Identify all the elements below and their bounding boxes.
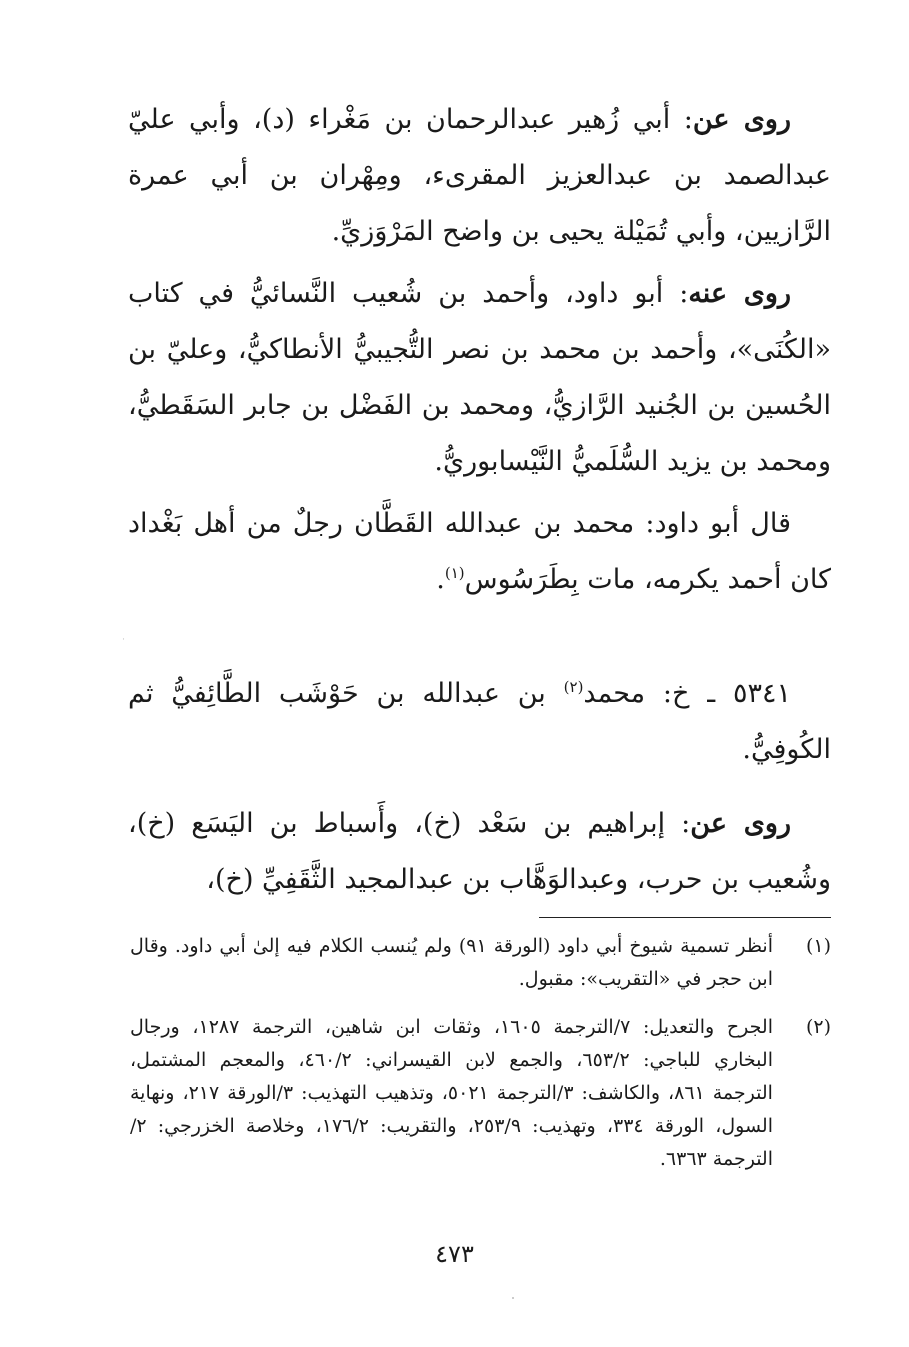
footnote-number: (٢) xyxy=(805,1016,831,1038)
paragraph-narrated-from-2 xyxy=(128,796,831,908)
paragraph-text: : أبو داود، وأحمد بن شُعيب النَّسائيُّ في كتاب «الكُنَى»، وأحمد بن محمد بن نصر التُّجيبيُّ الأنطاكيُّ، وعليّ بن الحُسين بن الجُنيد الرَّازيُّ، ومحمد بن الفَضْل بن جابر السَقَطيُّ، ومحمد بن يزيد السُّلَميُّ النَّيْسابوريُّ. xyxy=(128,278,831,477)
entry-heading-5341 xyxy=(128,666,831,778)
scan-dot xyxy=(512,1297,514,1299)
footnote-ref-1[interactable]: (١) xyxy=(444,564,465,582)
entry-number-text: ٥٣٤١ ـ خ: محمد xyxy=(583,678,791,709)
entry-name-text: بن عبدالله بن حَوْشَب الطَّائِفيُّ ثم الكُوفِيُّ. xyxy=(128,678,831,765)
main-text-block xyxy=(128,92,831,908)
paragraph-lead: روى عن xyxy=(692,104,792,135)
paragraph-abu-dawud-statement xyxy=(128,496,831,608)
paragraph-narrated-from xyxy=(128,92,831,260)
paragraph-text: : أبي زُهير عبدالرحمان بن مَغْراء (د)، وأبي عليّ عبدالصمد بن عبدالعزيز المقرىء، ومِهْران بن أبي عمرة الرَّازيين، وأبي تُمَيْلة يحيى بن واضح المَرْوَزيِّ. xyxy=(128,104,831,247)
footnote-number: (١) xyxy=(805,935,831,957)
paragraph-text: قال أبو داود: محمد بن عبدالله القَطَّان رجلٌ من أهل بَغْداد كان أحمد يكرمه، مات بِطَرَسُوس xyxy=(128,508,831,595)
footnote-2 xyxy=(130,1011,831,1176)
page-number: ٤٧٣ xyxy=(435,1240,474,1268)
paragraph-lead: روى عنه xyxy=(688,278,792,309)
paragraph-narrated-by xyxy=(128,266,831,490)
scan-mark: ˙ xyxy=(121,638,126,649)
footnote-text: الجرح والتعديل: ٧/الترجمة ١٦٠٥، وثقات ابن شاهين، الترجمة ١٢٨٧، ورجال البخاري للباجي: ٦٥٣/٢، والجمع لابن القيسراني: ٤٦٠/٢، والمعجم المشتمل، الترجمة ٨٦١، والكاشف: ٣/الترجمة ٥٠٢١، وتذهيب التهذيب: ٣/الورقة ٢١٧، ونهاية السول، الورقة ٣٣٤، وتهذيب: ٢٥٣/٩، والتقريب: ١٧٦/٢، وخلاصة الخزرجي: ٢/الترجمة ٦٣٦٣. xyxy=(130,1016,773,1170)
footnotes-section xyxy=(130,930,831,1191)
footnote-1 xyxy=(130,930,831,996)
footnote-text: أنظر تسمية شيوخ أبي داود (الورقة ٩١) ولم يُنسب الكلام فيه إلىٰ أبي داود. وقال ابن حجر في «التقريب»: مقبول. xyxy=(130,935,773,990)
footnote-separator xyxy=(539,917,831,918)
paragraph-lead: روى عن xyxy=(690,808,791,839)
paragraph-text: : إبراهيم بن سَعْد (خ)، وأَسباط بن اليَسَع (خ)، وشُعيب بن حرب، وعبدالوَهَّاب بن عبدالمجيد الثَّقَفِيِّ (خ)، xyxy=(128,808,831,895)
footnote-ref-2[interactable]: (٢) xyxy=(563,678,584,696)
paragraph-end: . xyxy=(436,564,445,595)
